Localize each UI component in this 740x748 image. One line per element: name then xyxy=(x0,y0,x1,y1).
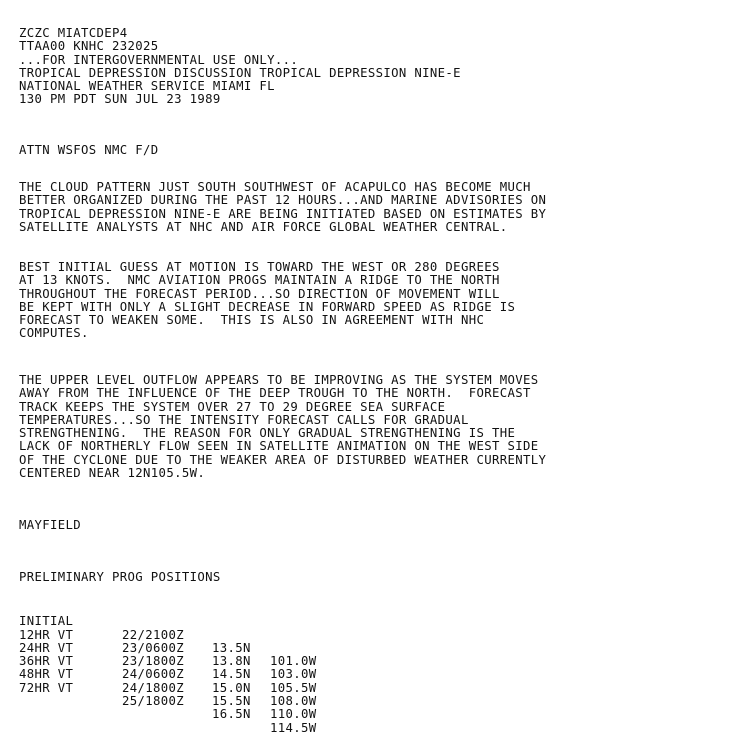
signature xyxy=(19,519,81,532)
header-line: NATIONAL WEATHER SERVICE MIAMI FL xyxy=(19,79,275,94)
header-line: ZCZC MIATCDEP4 xyxy=(19,26,128,40)
paragraph-line: AT 13 KNOTS. NMC AVIATION PROGS MAINTAIN A RIDGE TO THE NORTH xyxy=(19,273,500,288)
prog-heading-text: PRELIMINARY PROG POSITIONS xyxy=(19,570,221,584)
paragraph-motion xyxy=(19,261,515,341)
paragraph-line: COMPUTES. xyxy=(19,326,89,341)
prog-label: 36HR VT xyxy=(19,654,74,669)
paragraph-line: THE UPPER LEVEL OUTFLOW APPEARS TO BE IMPROVING AS THE SYSTEM MOVES xyxy=(19,373,539,387)
attn-line xyxy=(19,144,159,157)
prog-label: INITIAL xyxy=(19,614,74,629)
paragraph-line: TEMPERATURES...SO THE INTENSITY FORECAST CALLS FOR GRADUAL xyxy=(19,412,469,427)
prog-lat: 13.5N xyxy=(212,640,251,655)
prog-lon: 105.5W xyxy=(270,680,317,695)
prog-label: 48HR VT xyxy=(19,667,74,682)
prog-lat: 15.5N xyxy=(212,694,251,709)
prog-lon: 103.0W xyxy=(270,667,317,682)
prog-time: 25/1800Z xyxy=(122,694,185,709)
paragraph-line: FORECAST TO WEAKEN SOME. THIS IS ALSO IN AGREEMENT WITH NHC xyxy=(19,313,485,328)
paragraph-outflow xyxy=(19,374,546,480)
paragraph-line: STRENGTHENING. THE REASON FOR ONLY GRADUAL STRENGTHENING IS THE xyxy=(19,426,516,441)
paragraph-line: THE CLOUD PATTERN JUST SOUTH SOUTHWEST OF ACAPULCO HAS BECOME MUCH xyxy=(19,180,531,194)
paragraph-line: OF THE CYCLONE DUE TO THE WEAKER AREA OF DISTURBED WEATHER CURRENTLY xyxy=(19,452,547,467)
paragraph-line: TROPICAL DEPRESSION NINE-E ARE BEING INITIATED BASED ON ESTIMATES BY xyxy=(19,206,547,221)
prog-time: 23/0600Z xyxy=(122,640,185,655)
prog-lon: 108.0W xyxy=(270,694,317,709)
prog-lat: 14.5N xyxy=(212,667,251,682)
prog-lat: 16.5N xyxy=(212,707,251,722)
prog-lat: 13.8N xyxy=(212,654,251,669)
paragraph-line: LACK OF NORTHERLY FLOW SEEN IN SATELLITE ANIMATION ON THE WEST SIDE xyxy=(19,439,539,454)
prog-positions-table xyxy=(19,602,359,735)
paragraph-line: TRACK KEEPS THE SYSTEM OVER 27 TO 29 DEGREE SEA SURFACE xyxy=(19,399,446,414)
paragraph-line: BETTER ORGANIZED DURING THE PAST 12 HOURS...AND MARINE ADVISORIES ON xyxy=(19,193,547,208)
prog-lon: 114.5W xyxy=(270,720,317,735)
header-line: TROPICAL DEPRESSION DISCUSSION TROPICAL DEPRESSION NINE-E xyxy=(19,65,461,80)
paragraph-line: AWAY FROM THE INFLUENCE OF THE DEEP TROUGH TO THE NORTH. FORECAST xyxy=(19,386,531,401)
paragraph-cloud-pattern xyxy=(19,181,546,234)
forecaster-name: MAYFIELD xyxy=(19,518,82,532)
prog-lon: 110.0W xyxy=(270,707,317,722)
bulletin-header xyxy=(19,27,461,107)
paragraph-line: BE KEPT WITH ONLY A SLIGHT DECREASE IN FORWARD SPEED AS RIDGE IS xyxy=(19,299,516,314)
header-line: TTAA00 KNHC 232025 xyxy=(19,39,159,54)
prog-label: 72HR VT xyxy=(19,680,74,695)
prog-time: 24/1800Z xyxy=(122,680,185,695)
prog-label: 24HR VT xyxy=(19,640,74,655)
paragraph-line: THROUGHOUT THE FORECAST PERIOD...SO DIRECTION OF MOVEMENT WILL xyxy=(19,286,500,301)
prog-time: 22/2100Z xyxy=(122,627,185,642)
header-line: 130 PM PDT SUN JUL 23 1989 xyxy=(19,92,221,107)
prog-time: 23/1800Z xyxy=(122,654,185,669)
header-line: ...FOR INTERGOVERNMENTAL USE ONLY... xyxy=(19,52,299,67)
paragraph-line: BEST INITIAL GUESS AT MOTION IS TOWARD THE WEST OR 280 DEGREES xyxy=(19,260,500,274)
attn-text: ATTN WSFOS NMC F/D xyxy=(19,143,159,157)
prog-heading xyxy=(19,571,221,584)
prog-time: 24/0600Z xyxy=(122,667,185,682)
paragraph-line: SATELLITE ANALYSTS AT NHC AND AIR FORCE GLOBAL WEATHER CENTRAL. xyxy=(19,219,508,234)
prog-lat: 15.0N xyxy=(212,680,251,695)
prog-label: 12HR VT xyxy=(19,627,74,642)
prog-lon: 101.0W xyxy=(270,654,317,669)
paragraph-line: CENTERED NEAR 12N105.5W. xyxy=(19,466,206,481)
